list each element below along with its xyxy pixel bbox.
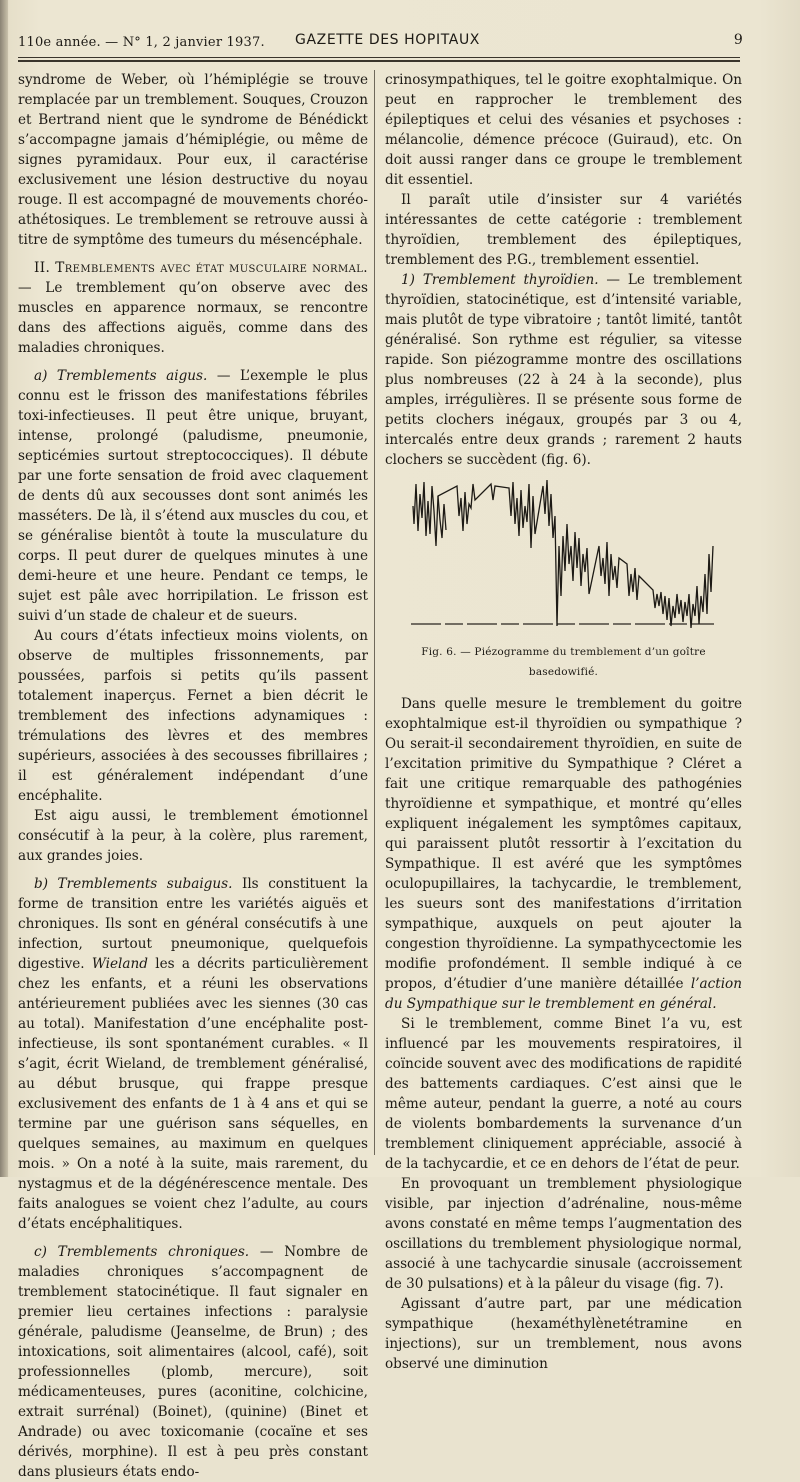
header-rule-double (18, 60, 740, 62)
subsection-label: b) Tremblements subaigus. (34, 876, 233, 892)
column-divider (374, 70, 375, 1155)
paragraph-italic-text: l’action du Sympathique sur le tremblement en général. (385, 976, 742, 1012)
running-header (18, 32, 743, 54)
paragraph (385, 694, 742, 1014)
paragraph: Il paraît utile d’insister sur 4 variétés intéressantes de cette catégorie : tremblement thyroïdien, tremblement des épileptiques, tremblement des P.G., tremblement essentiel. (385, 192, 742, 268)
paragraph-text: — Le tremblement thyroïdien, statocinétique, est d’intensité variable, mais plutôt de type vibratoire ; tantôt limité, tantôt généralisé. Son rythme est régulier, sa vitesse rapide. Son piézogramme montre des oscillations plus nombreuses (22 à 24 à la seconde), plus amples, irrégulières. Il se présente sous forme de petits clochers inégaux, groupés par 3 ou 4, intercalés entre deux grands ; rarement 2 hauts clochers se succèdent (fig. 6). (385, 272, 742, 468)
left-column (18, 70, 368, 1482)
journal-title: GAZETTE DES HOPITAUX (295, 32, 480, 48)
right-column (385, 70, 742, 1374)
paragraph: Au cours d’états infectieux moins violents, on observe de multiples frissonnements, par poussées, parfois si petits qu’ils passent totalement inaperçus. Fernet a bien décrit le tremblement des infections adynamiques : trémulations des lèvres et des membres supérieurs, associées à des secousses fibrillaires ; il est généralement indépendant d’une encéphalite. (18, 628, 368, 804)
figure-6-piezogram (409, 476, 739, 636)
page-number: 9 (733, 32, 743, 48)
section-heading: II. Tremblements avec état musculaire normal. (34, 260, 368, 276)
subsection-label: c) Tremblements chroniques. (34, 1244, 250, 1260)
paragraph: Agissant d’autre part, par une médication sympathique (hexaméthylènetétramine en injections), sur un tremblement, nous avons observé une diminution (385, 1296, 742, 1372)
tremor-trace (413, 480, 713, 628)
issue-info: 110e année. — N° 1, 2 janvier 1937. (18, 35, 265, 50)
paragraph-text: — L’exemple le plus connu est le frisson des manifestations fébriles toxi-infectieuses. Il peut être unique, bruyant, intense, prolongé (paludisme, pneumonie, septicémies surtout streptococciques). Il débute par une forte sensation de froid avec claquement de dents dû aux secousses dont sont animés les masséters. De là, il s’étend aux muscles du cou, et se généralise bientôt à toute la musculature du corps. Il peut durer de quelques minutes à une demi-heure et une heure. Pendant ce temps, le sujet est pâle avec horripilation. Le frisson est suivi d’un stade de chaleur et de sueurs. (18, 368, 368, 624)
paragraph (18, 874, 368, 1234)
subsection-label: a) Tremblements aigus. (34, 368, 208, 384)
paragraph: syndrome de Weber, où l’hémiplégie se trouve remplacée par un tremblement. Souques, Crouzon et Bertrand nient que le syndrome de Bénédickt s’accompagne jamais d’hémiplégie, ou même de signes pyramidaux. Pour eux, il caractérise exclusivement une lésion destructive du noyau rouge. Il est accompagné de mouvements choréo-athétosiques. Le tremblement se retrouve aussi à titre de symptôme des tumeurs du mésencéphale. (18, 72, 368, 248)
paragraph-text: les a décrits particulièrement chez les enfants, et a réuni les observations antérieurement publiées avec les siennes (30 cas au total). Manifestation d’une encéphalite post-infectieuse, ils sont spontanément curables. « Il s’agit, écrit Wieland, de tremblement généralisé, au début brusque, qui frappe presque exclusivement des enfants de 1 à 4 ans et qui se termine par une guérison sans séquelles, en quelques semaines, au maximum en quelques mois. » On a noté à la suite, mais rarement, du nystagmus et de la dégénérescence mentale. Des faits analogues se voient chez l’adulte, au cours d’états encéphalitiques. (18, 956, 369, 1232)
subsection-label: 1) Tremblement thyroïdien. (401, 272, 599, 288)
paragraph (18, 1242, 368, 1482)
paragraph (18, 366, 368, 626)
paragraph: En provoquant un tremblement physiologique visible, par injection d’adrénaline, nous-même avons constaté en même temps l’augmentation des oscillations du tremblement physiologique normal, associé à une tachycardie sinusale (accroissement de 30 pulsations) et à la pâleur du visage (fig. 7). (385, 1176, 742, 1292)
paragraph-text: — Le tremblement qu’on observe avec des muscles en apparence normaux, se rencontre dans des affections aiguës, comme dans des maladies chroniques. (18, 280, 368, 356)
author-name: Wieland (91, 956, 148, 972)
binding-edge (0, 0, 8, 1177)
header-rule (18, 57, 740, 58)
paragraph-text: Ils constituent la forme de transition entre les variétés aiguës et chroniques. Ils sont en général consécutifs à une infection, surtout pneumonique, quelquefois digestive. (18, 876, 368, 972)
piezogram-trace (409, 476, 719, 636)
paragraph: crinosympathiques, tel le goitre exophtalmique. On peut en rapprocher le tremblement des épileptiques et celui des vésanies et psychoses : mélancolie, démence précoce (Guiraud), etc. On doit aussi ranger dans ce groupe le tremblement dit essentiel. (385, 72, 742, 188)
paragraph (385, 270, 742, 470)
figure-caption: Fig. 6. — Piézogramme du tremblement d’un goître basedowifié. (421, 646, 706, 678)
paragraph: Est aigu aussi, le tremblement émotionnel consécutif à la peur, à la colère, plus rarement, aux grandes joies. (18, 808, 368, 864)
paragraph: Si le tremblement, comme Binet l’a vu, est influencé par les mouvements respiratoires, il coïncide souvent avec des modifications de rapidité des battements cardiaques. C’est ainsi que le même auteur, pendant la guerre, a noté au cours de violents bombardements la survenance d’un tremblement cliniquement appréciable, associé à de la tachycardie, et ce en dehors de l’état de peur. (385, 1016, 742, 1172)
paragraph-text: Dans quelle mesure le tremblement du goitre exophtalmique est-il thyroïdien ou sympathique ? Ou serait-il secondairement thyroïdien, en suite de l’excitation primitive du Sympathique ? Cléret a fait une critique remarquable des pathogénies thyroïdienne et sympathique, et montré qu’elles expliquent inégalement les symptômes capitaux, qui paraissent plutôt ressortir à l’excitation du Sympathique. Il est avéré que les symptômes oculopupillaires, la tachycardie, le tremblement, les sueurs sont des manifestations d’irritation sympathique, auxquels on peut ajouter la congestion thyroïdienne. La sympathycectomie les modifie profondément. Il semble indiqué à ce propos, d’étudier d’une manière détaillée (385, 696, 742, 992)
section-heading-paragraph (18, 258, 368, 358)
tremor-trace-left-segment (438, 496, 446, 538)
paragraph-text: — Nombre de maladies chroniques s’accompagnent de tremblement statocinétique. Il faut signaler en premier lieu certaines infections : paralysie générale, paludisme (Jeanselme, de Brun) ; des intoxications, soit alimentaires (alcool, café), soit professionnelles (plomb, mercure), soit médicamenteuses, pures (aconitine, colchicine, extrait surrénal) (Boinet), (quinine) (Binet et Andrade) ou avec toxicomanie (cocaïne et ses dérivés, morphine). Il est à peu près constant dans plusieurs états endo- (18, 1244, 369, 1480)
